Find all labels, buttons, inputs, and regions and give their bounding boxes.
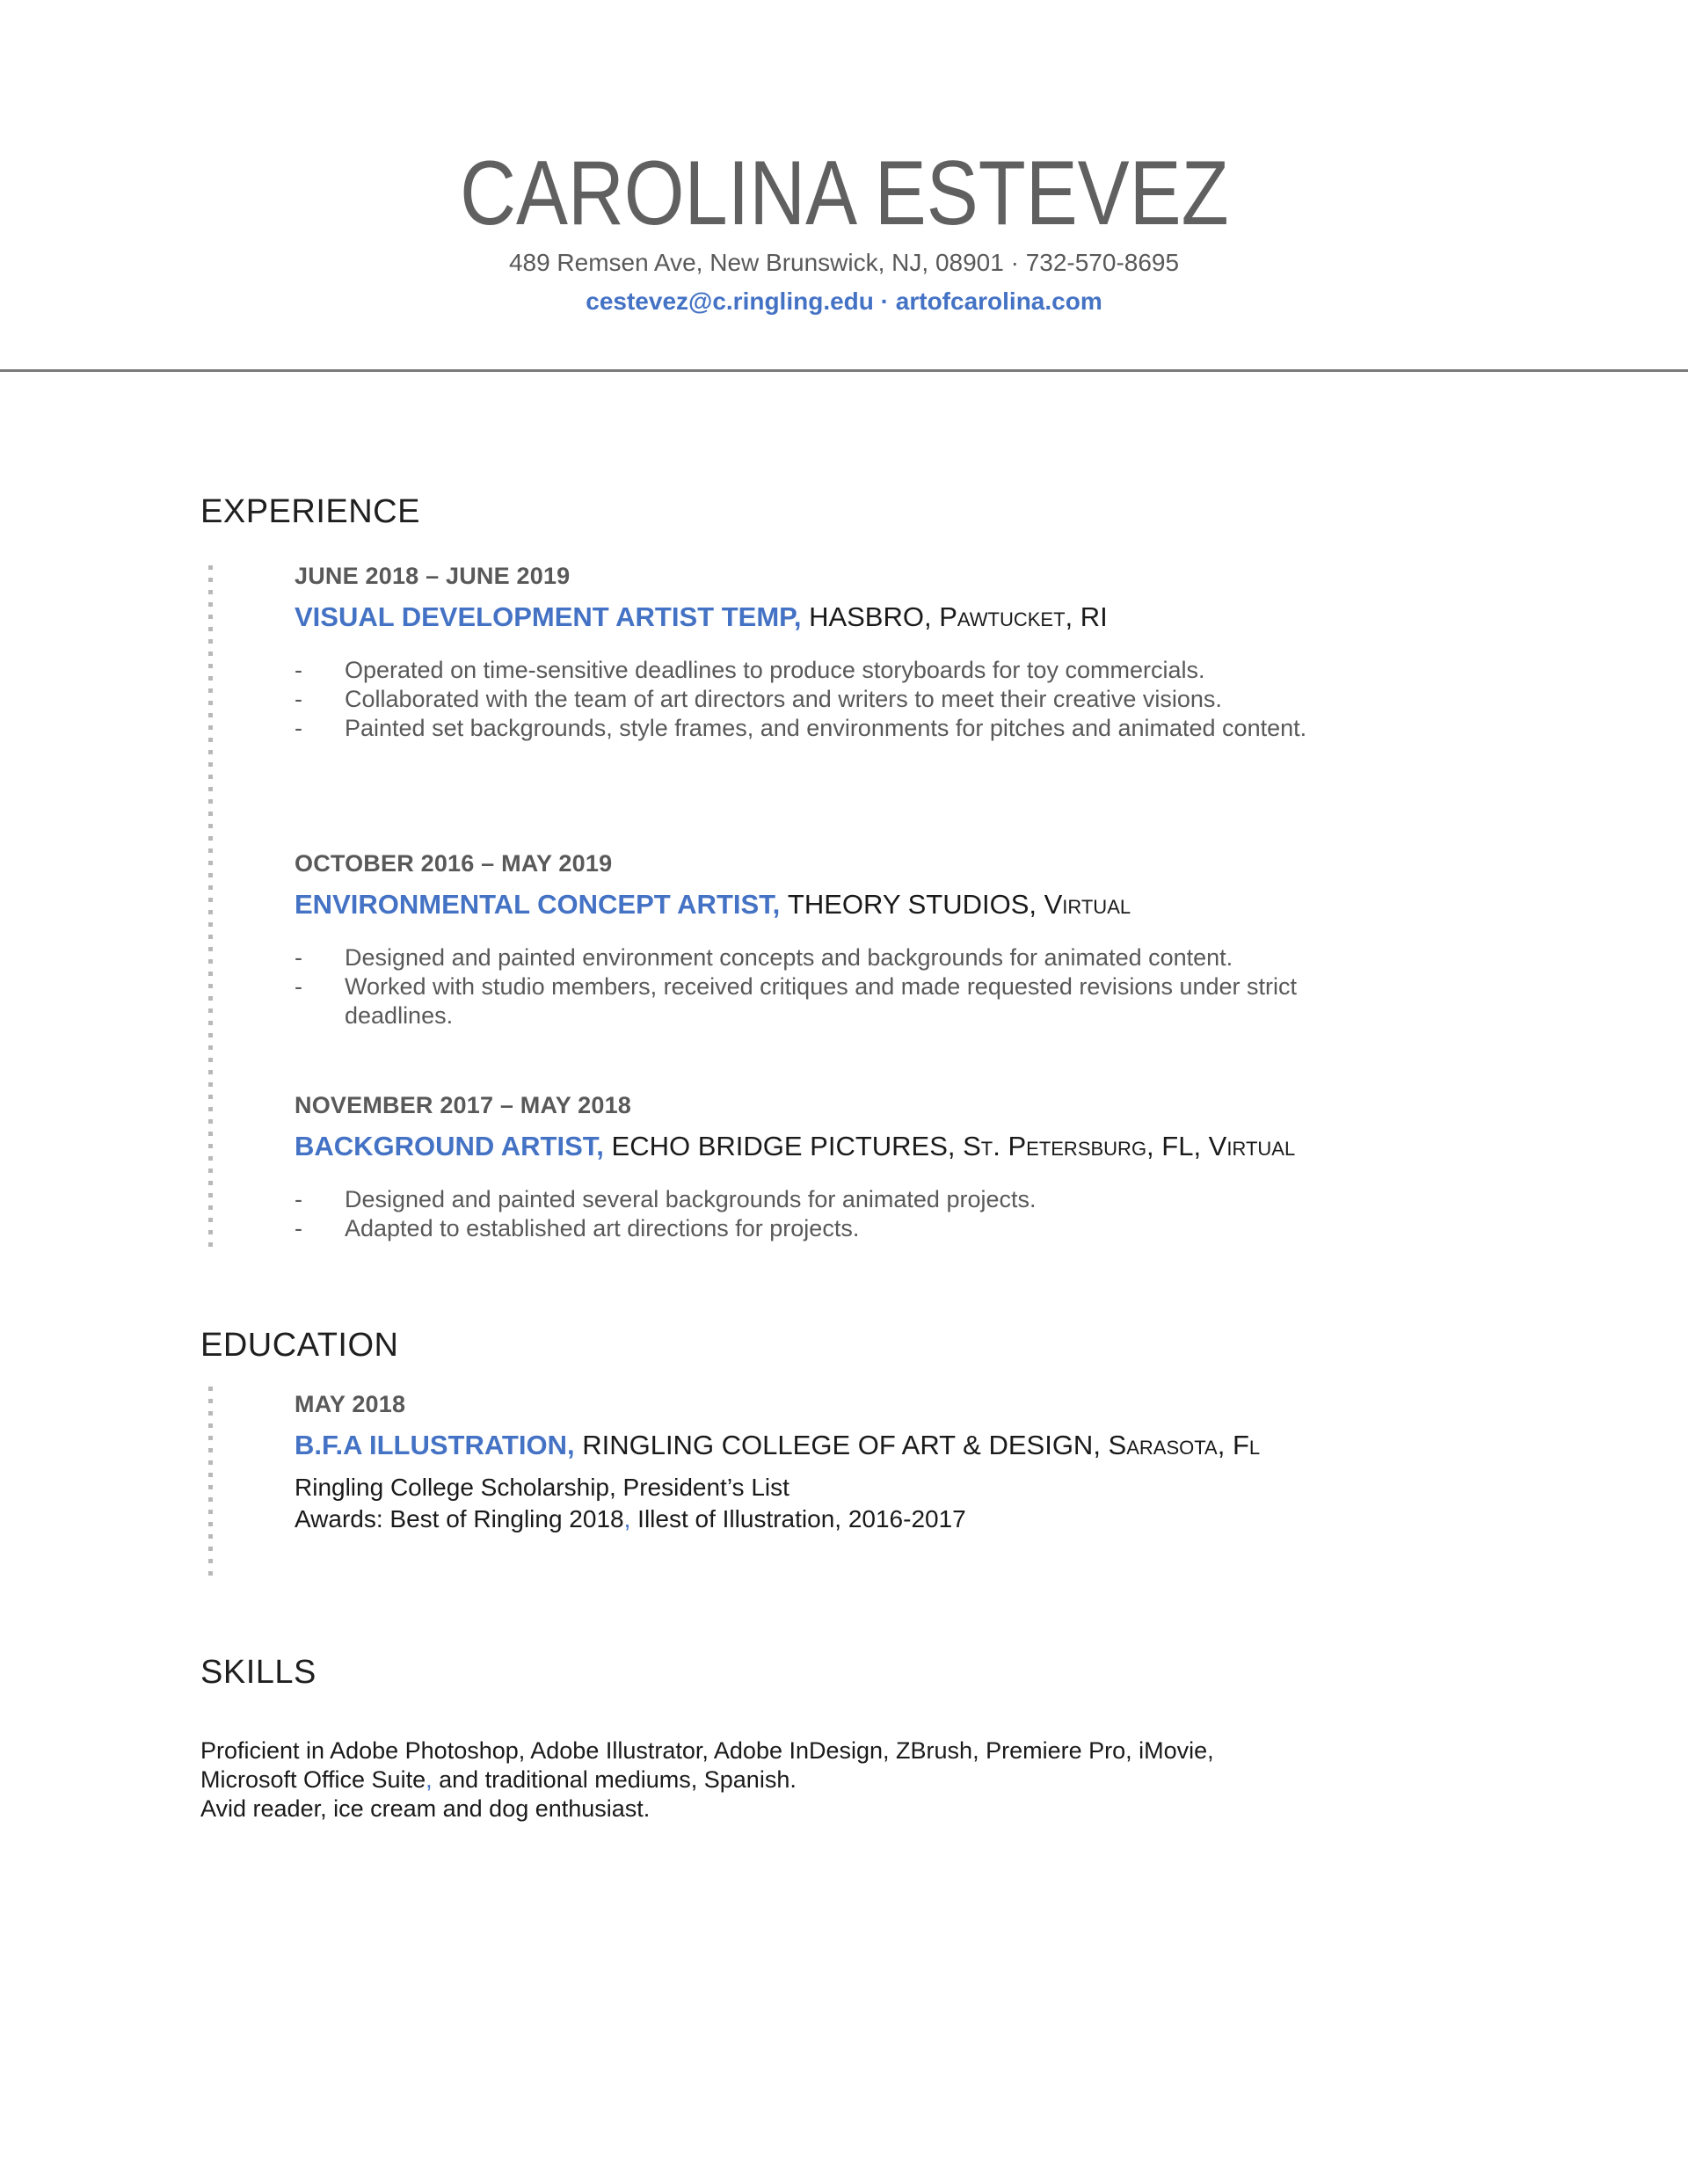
bullet-text: Painted set backgrounds, style frames, and environments for pitches and animated content. <box>345 715 1307 741</box>
bullet-item <box>295 943 1392 972</box>
job-bullets <box>295 1185 1392 1243</box>
awards-text: Awards: Best of Ringling 2018 <box>295 1505 624 1532</box>
bullet-text: Operated on time-sensitive deadlines to produce storyboards for toy commercials. <box>345 657 1205 683</box>
bullet-text: Worked with studio members, received critiques and made requested revisions under strict deadlines. <box>345 973 1297 1029</box>
bullet-dash: - <box>295 686 302 712</box>
experience-timeline-dotted-line <box>208 565 213 1253</box>
address-line: 489 Remsen Ave, New Brunswick, NJ, 08901 · 732-570-8695 <box>508 249 1180 276</box>
awards-comma: , <box>623 1505 631 1532</box>
bullet-dash: - <box>295 657 302 683</box>
skills-line-2: Microsoft Office Suite <box>200 1766 426 1793</box>
degree: B.F.A ILLUSTRATION, <box>295 1430 583 1460</box>
job-company: HASBRO, Pawtucket, RI <box>809 601 1108 632</box>
bullet-item <box>295 714 1392 743</box>
job-dates: OCTOBER 2016 – MAY 2019 <box>295 850 613 877</box>
scholarship-line: Ringling College Scholarship, President’s List <box>295 1474 789 1501</box>
job-role: BACKGROUND ARTIST, <box>295 1131 612 1161</box>
job-entry <box>295 1090 1490 1243</box>
skills-heading: SKILLS <box>200 1654 316 1691</box>
skills-line-3: Avid reader, ice cream and dog enthusiast. <box>200 1795 651 1822</box>
skills-line-2-continued: and traditional mediums, Spanish. <box>432 1766 797 1793</box>
bullet-item <box>295 656 1392 685</box>
bullet-text: Designed and painted environment concepts and backgrounds for animated content. <box>345 944 1233 971</box>
header <box>0 142 1688 244</box>
job-company: ECHO BRIDGE PICTURES, St. Petersburg, FL, Virtual <box>611 1131 1296 1161</box>
job-bullets <box>295 943 1392 1030</box>
contact-separator: · <box>873 288 896 315</box>
job-title <box>295 598 1490 637</box>
bullet-item <box>295 1185 1392 1214</box>
awards-text-continued: Illest of Illustration, 2016-2017 <box>630 1505 966 1532</box>
job-entry <box>295 848 1490 1030</box>
experience-heading: EXPERIENCE <box>200 493 420 530</box>
education-heading: EDUCATION <box>200 1327 399 1364</box>
awards-line <box>295 1503 1490 1535</box>
job-company: THEORY STUDIOS, Virtual <box>787 889 1131 920</box>
job-dates: JUNE 2018 – JUNE 2019 <box>295 563 571 589</box>
bullet-item <box>295 685 1392 714</box>
skills-paragraph <box>200 1736 1493 1824</box>
job-role: VISUAL DEVELOPMENT ARTIST TEMP, <box>295 601 810 632</box>
bullet-dash: - <box>295 1186 302 1212</box>
bullet-dash: - <box>295 715 302 741</box>
job-dates: NOVEMBER 2017 – MAY 2018 <box>295 1092 631 1118</box>
education-timeline-dotted-line <box>208 1387 213 1583</box>
education-title <box>295 1426 1490 1465</box>
job-bullets <box>295 656 1392 743</box>
education-entry <box>295 1389 1490 1535</box>
bullet-text: Collaborated with the team of art directors and writers to meet their creative visions. <box>345 686 1222 712</box>
job-role: ENVIRONMENTAL CONCEPT ARTIST, <box>295 889 788 920</box>
contact-links <box>0 287 1688 317</box>
education-dates: MAY 2018 <box>295 1391 406 1417</box>
bullet-item <box>295 972 1392 1030</box>
website-link[interactable]: artofcarolina.com <box>895 288 1102 315</box>
bullet-dash: - <box>295 944 302 971</box>
job-title <box>295 885 1490 924</box>
school: RINGLING COLLEGE OF ART & DESIGN, Sarasota, Fl <box>582 1430 1261 1460</box>
header-divider <box>0 369 1688 372</box>
bullet-text: Adapted to established art directions for projects. <box>345 1215 860 1241</box>
bullet-dash: - <box>295 973 302 1000</box>
skills-line-1: Proficient in Adobe Photoshop, Adobe Illustrator, Adobe InDesign, ZBrush, Premiere Pro, iMovie, <box>200 1737 1214 1764</box>
bullet-item <box>295 1214 1392 1243</box>
job-entry <box>295 561 1490 743</box>
email-link[interactable]: cestevez@c.ringling.edu <box>586 288 874 315</box>
skills-comma: , <box>426 1766 433 1793</box>
bullet-text: Designed and painted several backgrounds for animated projects. <box>345 1186 1037 1212</box>
bullet-dash: - <box>295 1215 302 1241</box>
person-name: CAROLINA ESTEVEZ <box>459 142 1229 244</box>
job-title <box>295 1127 1490 1166</box>
